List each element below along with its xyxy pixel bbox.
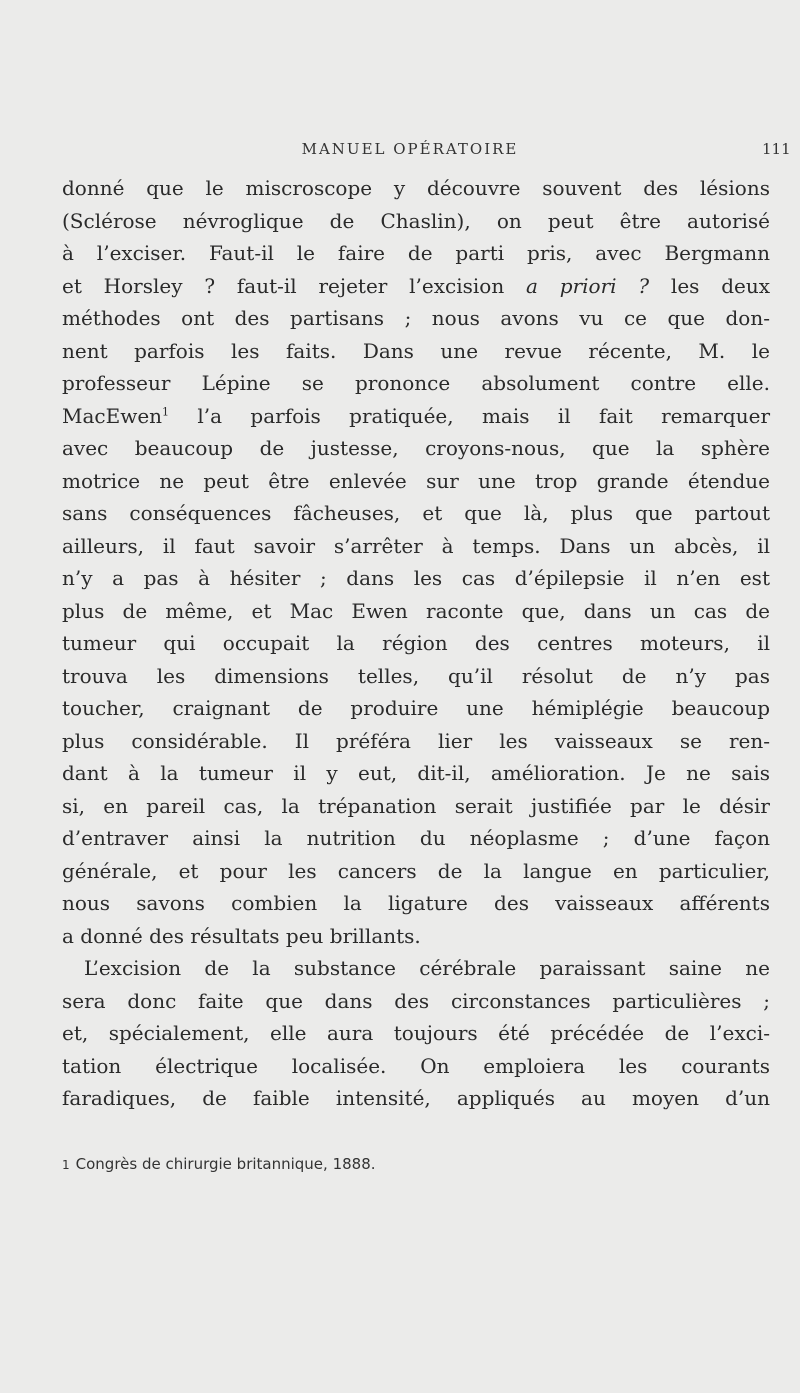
italic-phrase: a priori ?	[526, 273, 650, 298]
text-line: générale, et pour les cancers de la langue en particulier,	[62, 858, 770, 883]
text-line: motrice ne peut être enlevée sur une trop grande étendue	[62, 468, 770, 493]
text-line: d’entraver ainsi la nutrition du néoplasme ; d’une façon	[62, 826, 770, 850]
text-line: tation électrique localisée. On emploiera les courants	[62, 1053, 770, 1078]
text-line: L’excision de la substance cérébrale paraissant saine ne	[84, 956, 770, 980]
text-line: donné que le miscroscope y découvre souvent des lésions	[62, 176, 770, 200]
text-line: et, spécialement, elle aura toujours été précédée de l’exci-	[62, 1021, 770, 1045]
text-line: dant à la tumeur il y eut, dit-il, amélioration. Je ne sais	[62, 761, 770, 785]
text-line: plus considérable. Il préféra lier les vaisseaux se ren-	[62, 728, 770, 753]
text-line: à l’exciser. Faut-il le faire de parti pris, avec Bergmann	[62, 241, 770, 265]
footnote-reference: 1	[162, 404, 170, 418]
text-line: a donné des résultats peu brillants.	[62, 923, 421, 948]
text-line: si, en pareil cas, la trépanation serait justifiée par le désir	[62, 793, 770, 818]
text-line: tumeur qui occupait la région des centres moteurs, il	[62, 631, 770, 655]
body-text	[62, 172, 770, 1115]
text-segment: les deux	[670, 273, 771, 298]
text-line: sera donc faite que dans des circonstances particulières ;	[62, 988, 770, 1013]
text-line: professeur Lépine se prononce absolument contre elle.	[62, 371, 770, 395]
text-line: (Sclérose névroglique de Chaslin), on peut être autorisé	[62, 208, 770, 233]
text-segment: MacEwen	[62, 403, 163, 428]
page-number: 111	[762, 140, 791, 158]
text-line: ailleurs, il faut savoir s’arrêter à temps. Dans un abcès, il	[62, 533, 770, 558]
footnote	[62, 1155, 770, 1173]
running-title: MANUEL OPÉRATOIRE	[301, 140, 519, 158]
text-line	[62, 270, 770, 303]
text-segment: et Horsley ? faut-il rejeter l’excision	[62, 273, 505, 298]
text-line: n’y a pas à hésiter ; dans les cas d’épilepsie il n’en est	[62, 566, 770, 590]
footnote-marker: 1	[62, 1158, 70, 1172]
text-line	[62, 400, 770, 433]
text-line: plus de même, et Mac Ewen raconte que, dans un cas de	[62, 598, 770, 623]
text-line: avec beaucoup de justesse, croyons-nous, que la sphère	[62, 436, 770, 460]
text-line: trouva les dimensions telles, qu’il résolut de n’y pas	[62, 663, 770, 688]
text-line: méthodes ont des partisans ; nous avons vu ce que don-	[62, 306, 770, 330]
text-line: toucher, craignant de produire une hémiplégie beaucoup	[62, 696, 770, 720]
footnote-text: Congrès de chirurgie britannique, 1888.	[75, 1155, 376, 1173]
text-line: nent parfois les faits. Dans une revue récente, M. le	[62, 338, 770, 363]
text-line: sans conséquences fâcheuses, et que là, plus que partout	[62, 501, 770, 525]
text-line: nous savons combien la ligature des vaisseaux afférents	[62, 891, 770, 915]
text-segment: l’a parfois pratiquée, mais il fait remarquer	[197, 403, 770, 428]
text-line: faradiques, de faible intensité, appliqués au moyen d’un	[62, 1086, 770, 1110]
